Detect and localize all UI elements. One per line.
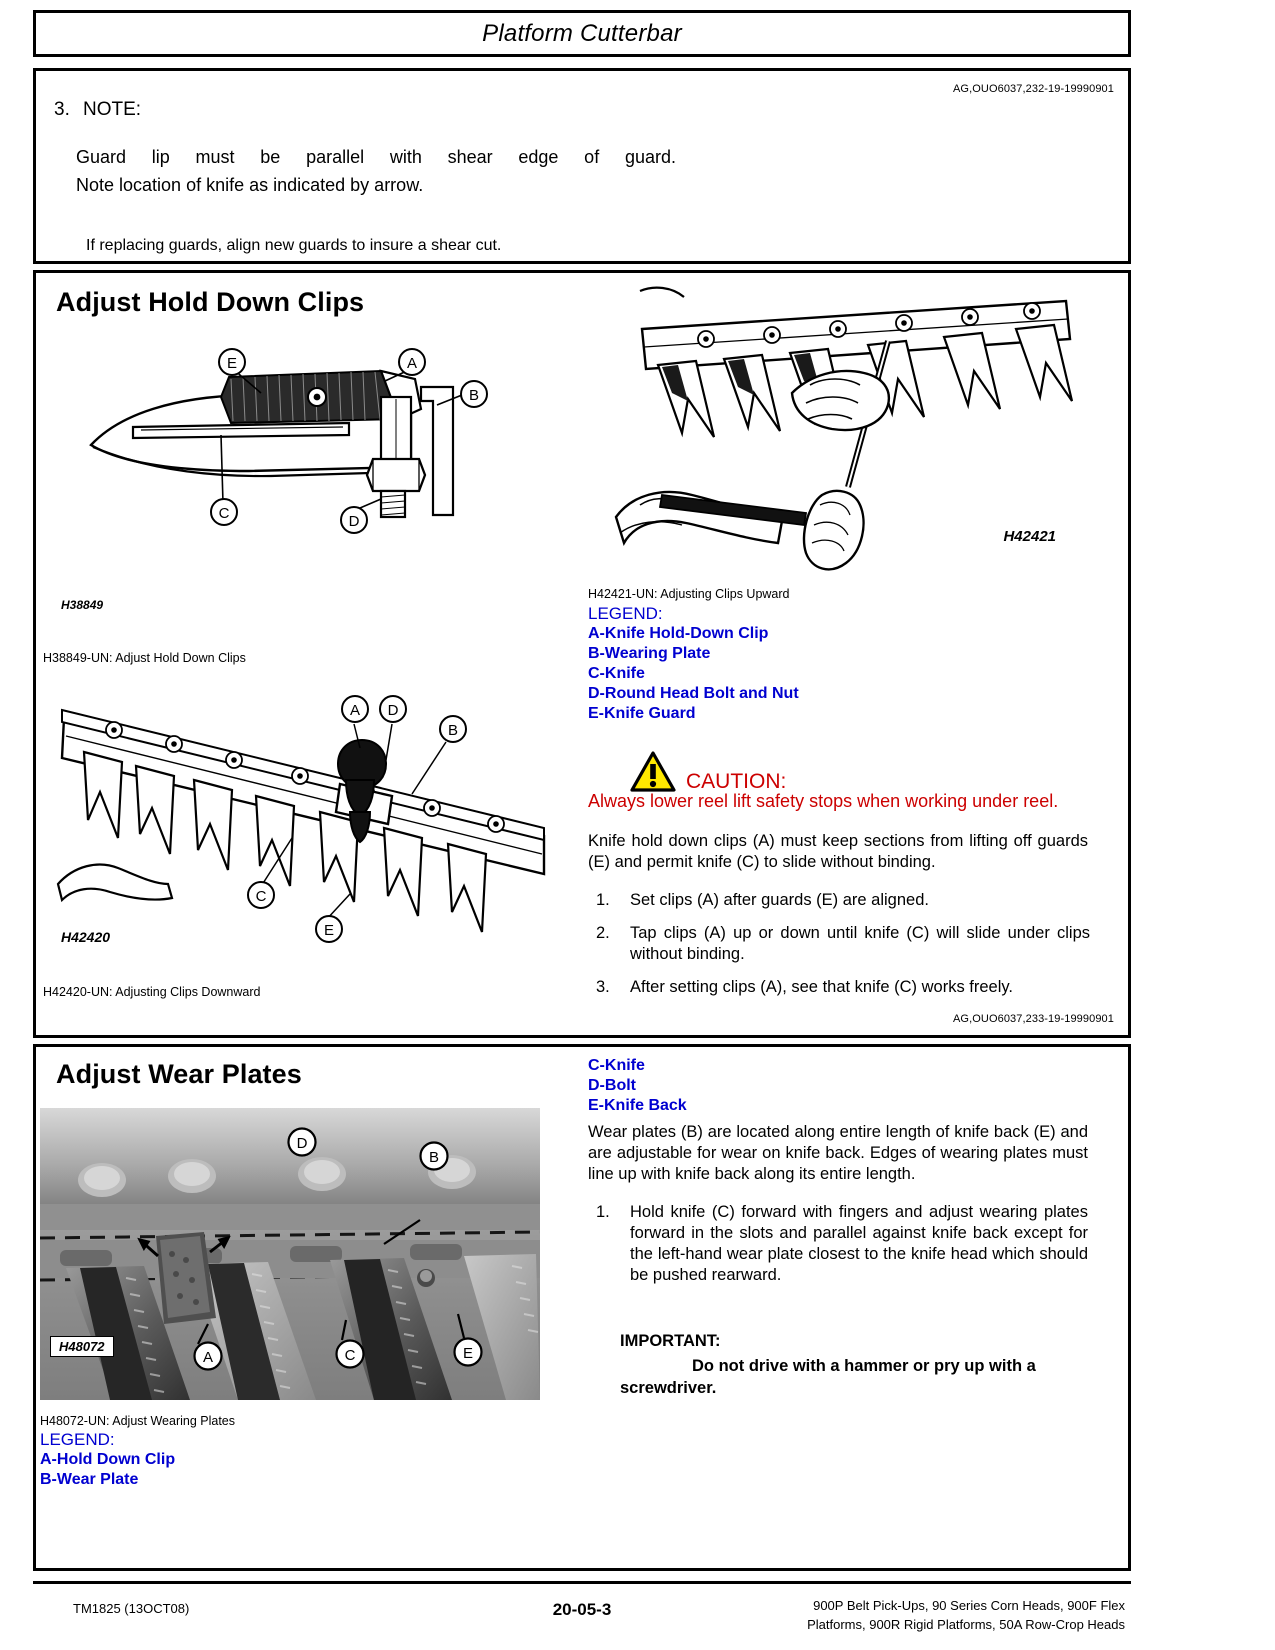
svg-text:B: B — [428, 1149, 440, 1166]
page-title: Platform Cutterbar — [482, 19, 682, 47]
wear-legend-bottom — [40, 1430, 175, 1490]
svg-text:C: C — [255, 888, 267, 905]
figure-id-h48072: H48072 — [50, 1336, 114, 1357]
figure-hold-down-clip-detail — [81, 335, 521, 565]
footer-product-line-2: Platforms, 900R Rigid Platforms, 50A Row-Crop Heads — [807, 1617, 1125, 1632]
legend-item-a: A-Knife Hold-Down Clip — [588, 625, 769, 642]
figure-caption-h38849: H38849-UN: Adjust Hold Down Clips — [43, 651, 246, 665]
callout-B — [459, 379, 489, 409]
caution-message: Always lower reel lift safety stops when working under reel. — [588, 791, 1059, 811]
svg-text:C: C — [344, 1347, 356, 1364]
list-item — [588, 890, 1090, 911]
adjust-hold-down-clips-section — [33, 270, 1131, 1038]
wear-legend-top — [588, 1056, 687, 1116]
figure-caption-h42421: H42421-UN: Adjusting Clips Upward — [588, 587, 790, 601]
callout-E — [217, 347, 247, 377]
warning-triangle-icon — [630, 751, 676, 793]
svg-text:D: D — [348, 513, 360, 530]
wear-paragraph: Wear plates (B) are located along entire length of knife back (E) and are adjustable for wear on knife back. Edges of wearing plates must line up with knife back along its entire length. — [588, 1123, 1088, 1183]
svg-text:A: A — [202, 1349, 214, 1366]
callout-D — [339, 505, 369, 535]
callout-D — [378, 694, 408, 724]
list-item-text: After setting clips (A), see that knife (C) works freely. — [630, 978, 1013, 996]
svg-text:E: E — [226, 355, 238, 372]
svg-text:A: A — [406, 355, 418, 372]
list-item — [588, 923, 1090, 965]
callout-C — [209, 497, 239, 527]
caution-label: CAUTION: — [686, 770, 787, 793]
svg-text:D: D — [296, 1135, 308, 1152]
adjust-hold-down-clips-heading: Adjust Hold Down Clips — [56, 287, 365, 317]
clips-paragraph: Knife hold down clips (A) must keep sections from lifting off guards (E) and permit knife (C) to slide without binding. — [588, 832, 1088, 871]
figure-id-h42421: H42421 — [1003, 528, 1056, 545]
svg-text:D: D — [387, 702, 399, 719]
legend-title: LEGEND: — [588, 604, 663, 623]
svg-text:B: B — [468, 387, 480, 404]
footer-product-line-1: 900P Belt Pick-Ups, 90 Series Corn Heads, 900F Flex — [813, 1598, 1125, 1613]
figure-adjusting-clips-downward — [44, 688, 564, 943]
footer-product-list — [695, 1596, 1125, 1634]
list-item-text: Set clips (A) after guards (E) are aligned. — [630, 891, 929, 909]
footer-manual-id: TM1825 (13OCT08) — [73, 1601, 190, 1616]
note-text-line-1: Guard lip must be parallel with shear edge of guard. — [76, 147, 676, 167]
list-item — [588, 1202, 1088, 1286]
legend-title: LEGEND: — [40, 1430, 115, 1449]
note-text-line-2: Note location of knife as indicated by arrow. — [76, 175, 424, 195]
important-label: IMPORTANT: — [620, 1332, 721, 1350]
note-label: NOTE: — [83, 99, 142, 120]
caution-block — [630, 751, 786, 793]
legend-item-d: D-Bolt — [588, 1077, 636, 1094]
callout-B — [438, 714, 468, 744]
figure-caption-h48072: H48072-UN: Adjust Wearing Plates — [40, 1414, 236, 1428]
legend-item-e: E-Knife Back — [588, 1097, 687, 1114]
legend-item-b: B-Wearing Plate — [588, 645, 711, 662]
adjust-wear-plates-heading: Adjust Wear Plates — [56, 1059, 302, 1089]
note-step-number: 3. — [54, 99, 70, 120]
clips-legend — [588, 604, 799, 724]
svg-text:A: A — [349, 702, 361, 719]
legend-item-e: E-Knife Guard — [588, 705, 696, 722]
list-item — [588, 977, 1090, 998]
legend-item-d: D-Round Head Bolt and Nut — [588, 685, 799, 702]
callout-E — [314, 914, 344, 944]
list-item-number: 3. — [596, 978, 610, 996]
legend-item-c: C-Knife — [588, 665, 645, 682]
page-header — [33, 10, 1131, 57]
figure-adjust-wearing-plates-photo — [40, 1108, 540, 1400]
list-item-text: Hold knife (C) forward with fingers and adjust wearing plates forward in the slots and parallel against knife back except for the left-hand wear plate closest to the knife head which should be pushed rearward. — [630, 1203, 1088, 1284]
callout-A — [340, 694, 370, 724]
list-item-text: Tap clips (A) up or down until knife (C) will slide under clips without binding. — [630, 924, 1090, 963]
svg-text:E: E — [462, 1345, 474, 1362]
note-reference-code: AG,OUO6037,232-19-19990901 — [953, 83, 1114, 95]
figure-id-h38849: H38849 — [61, 598, 104, 612]
note-section — [33, 68, 1131, 264]
footer-page-number: 20-05-3 — [552, 1600, 612, 1619]
legend-item-a: A-Hold Down Clip — [40, 1451, 176, 1468]
svg-text:B: B — [447, 722, 459, 739]
important-text: Do not drive with a hammer or pry up with a screwdriver. — [620, 1357, 1036, 1397]
clips-steps-list — [588, 890, 1090, 1010]
list-item-number: 2. — [596, 924, 610, 942]
svg-text:E: E — [323, 922, 335, 939]
figure-id-h42420: H42420 — [61, 929, 111, 945]
legend-item-b: B-Wear Plate — [40, 1471, 139, 1488]
callout-A — [397, 347, 427, 377]
clips-reference-code: AG,OUO6037,233-19-19990901 — [953, 1013, 1114, 1025]
callout-C — [246, 880, 276, 910]
footer-divider — [33, 1581, 1131, 1584]
list-item-number: 1. — [596, 891, 610, 909]
wear-steps-list — [588, 1202, 1088, 1298]
note-text-line-3: If replacing guards, align new guards to insure a shear cut. — [86, 237, 502, 254]
legend-item-c: C-Knife — [588, 1057, 645, 1074]
figure-caption-h42420: H42420-UN: Adjusting Clips Downward — [43, 985, 261, 999]
page-footer — [33, 1596, 1131, 1646]
list-item-number: 1. — [596, 1203, 610, 1221]
svg-text:C: C — [218, 505, 230, 522]
